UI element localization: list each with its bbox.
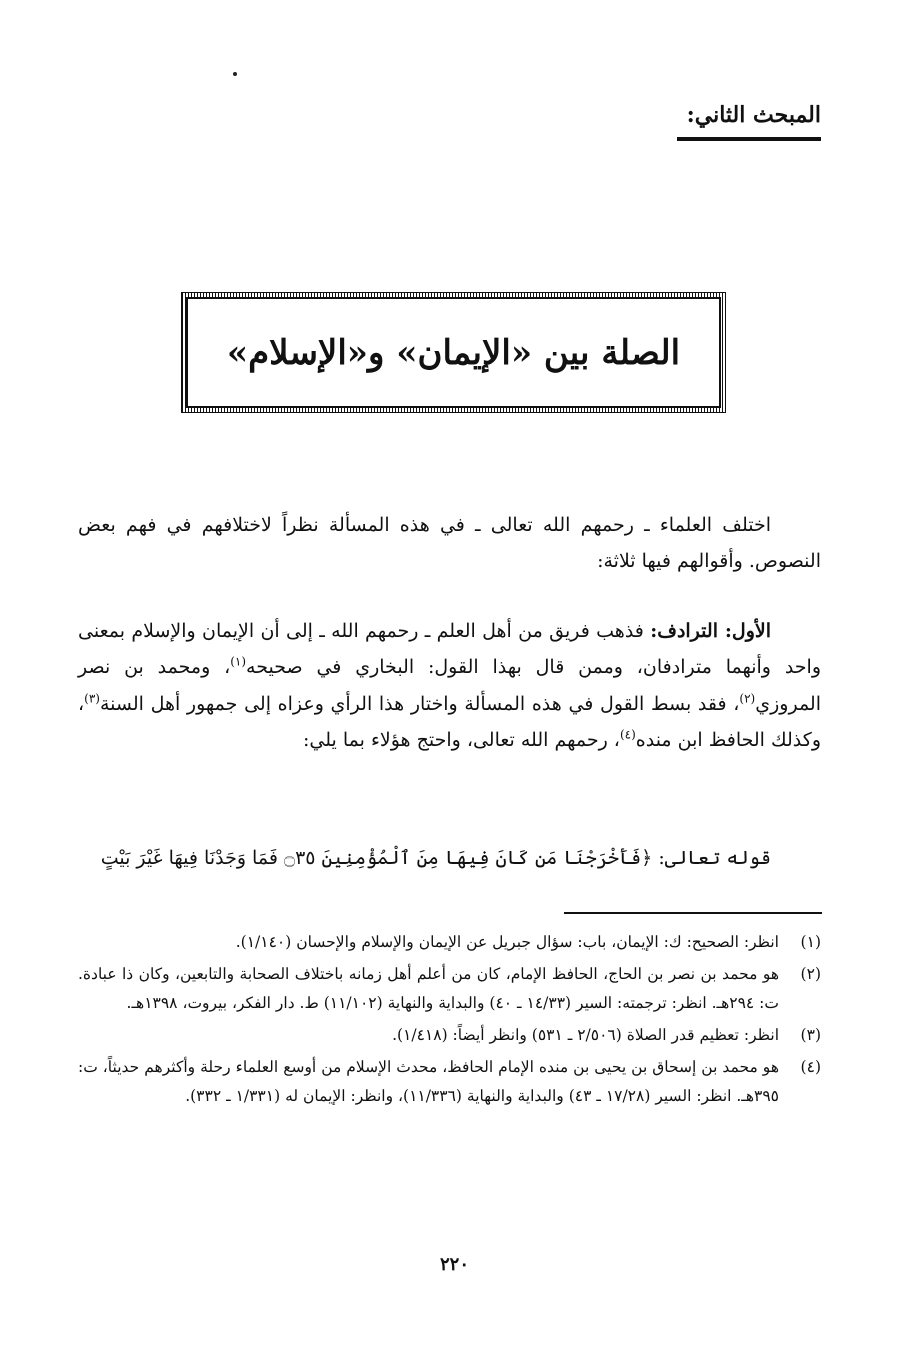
footnote-ref-3[interactable]: (٣): [84, 691, 100, 706]
quote-lead: قوله تعالى:: [652, 847, 771, 869]
footnote-separator: [564, 912, 822, 914]
footnote-number: (٢): [800, 965, 821, 983]
footnote-number: (٣): [800, 1026, 821, 1044]
footnote-text: هو محمد بن نصر بن الحاج، الحافظ الإمام، كان من أعلم أهل زمانه باختلاف الصحابة والتابعين، وكان ذا عبادة. ت: ٢٩٤هـ. انظر: ترجمته: السير (١٤/٣٣ ـ ٤٠) والبداية والنهاية (١١/١٠٢) ط. دار الفكر، بيروت، ١٣٩٨هـ.: [78, 965, 779, 1012]
paragraph-first-view: [78, 613, 821, 759]
footnote-item: [78, 960, 821, 1018]
stray-dot: [233, 72, 237, 76]
footnote-number: (١): [800, 933, 821, 951]
first-view-text-3: ، فقد بسط القول في هذه المسألة واختار هذا الرأي وعزاه إلى جمهور أهل السنة: [99, 692, 740, 715]
chapter-title: الصلة بين «الإيمان» و«الإسلام»: [226, 332, 681, 373]
footnote-text: انظر: تعظيم قدر الصلاة (٢/٥٠٦ ـ ٥٣١) وانظر أيضاً: (١/٤١٨).: [392, 1026, 779, 1044]
first-view-text-2: ، ومحمد بن نصر المروزي: [78, 656, 821, 715]
footnote-item: [78, 1053, 821, 1111]
section-heading: المبحث الثاني:: [686, 102, 821, 128]
first-view-text-5: ، رحمهم الله تعالى، واحتج هؤلاء بما يلي:: [302, 729, 620, 752]
footnote-text: انظر: الصحيح: ك: الإيمان، باب: سؤال جبريل عن الإيمان والإسلام والإحسان (١/١٤٠).: [235, 933, 779, 951]
first-view-text-4: ، وكذلك الحافظ ابن منده: [78, 692, 821, 752]
footnote-ref-1[interactable]: (١): [230, 655, 247, 670]
quran-verse: ﴿فَأَخْرَجْنَا مَن كَانَ فِيهَا مِنَ ٱلْمُؤْمِنِينَ ۝٣٥ فَمَا وَجَدْنَا فِيهَا غَيْرَ بَيْتٍ: [100, 847, 653, 869]
page-number: ٢٢٠: [439, 1254, 469, 1275]
footnotes-list: [78, 928, 821, 1111]
footnote-ref-4[interactable]: (٤): [619, 727, 636, 742]
footnote-ref-2[interactable]: (٢): [739, 691, 756, 706]
footnote-item: [78, 928, 821, 957]
paragraph-intro: اختلف العلماء ـ رحمهم الله تعالى ـ في هذه المسألة نظراً لاختلافهم في فهم بعض النصوص. وأقوالهم فيها ثلاثة:: [78, 514, 821, 573]
title-inner-box: [186, 297, 721, 408]
paragraph-quran-quote: [78, 840, 821, 876]
footnote-text: هو محمد بن إسحاق بن يحيى بن منده الإمام الحافظ، محدث الإسلام من أوسع العلماء رحلة وأكثرهم حديثاً، ت: ٣٩٥هـ. انظر: السير (١٧/٢٨ ـ ٤٣) والبداية والنهاية (١١/٣٣٦)، وانظر: الإيمان له (١/٣٣١ ـ ٣٣٢).: [78, 1058, 779, 1105]
title-frame: [181, 292, 726, 413]
first-view-lead: الأول: الترادف:: [650, 620, 771, 642]
section-heading-underline: [677, 137, 821, 141]
first-view-text-1: فذهب فريق من أهل العلم ـ رحمهم الله ـ إلى أن الإيمان والإسلام بمعنى واحد وأنهما مترادفان، وممن قال بهذا القول: البخاري في صحيحه: [78, 620, 821, 679]
footnote-item: [78, 1021, 821, 1050]
footnote-number: (٤): [800, 1058, 821, 1076]
